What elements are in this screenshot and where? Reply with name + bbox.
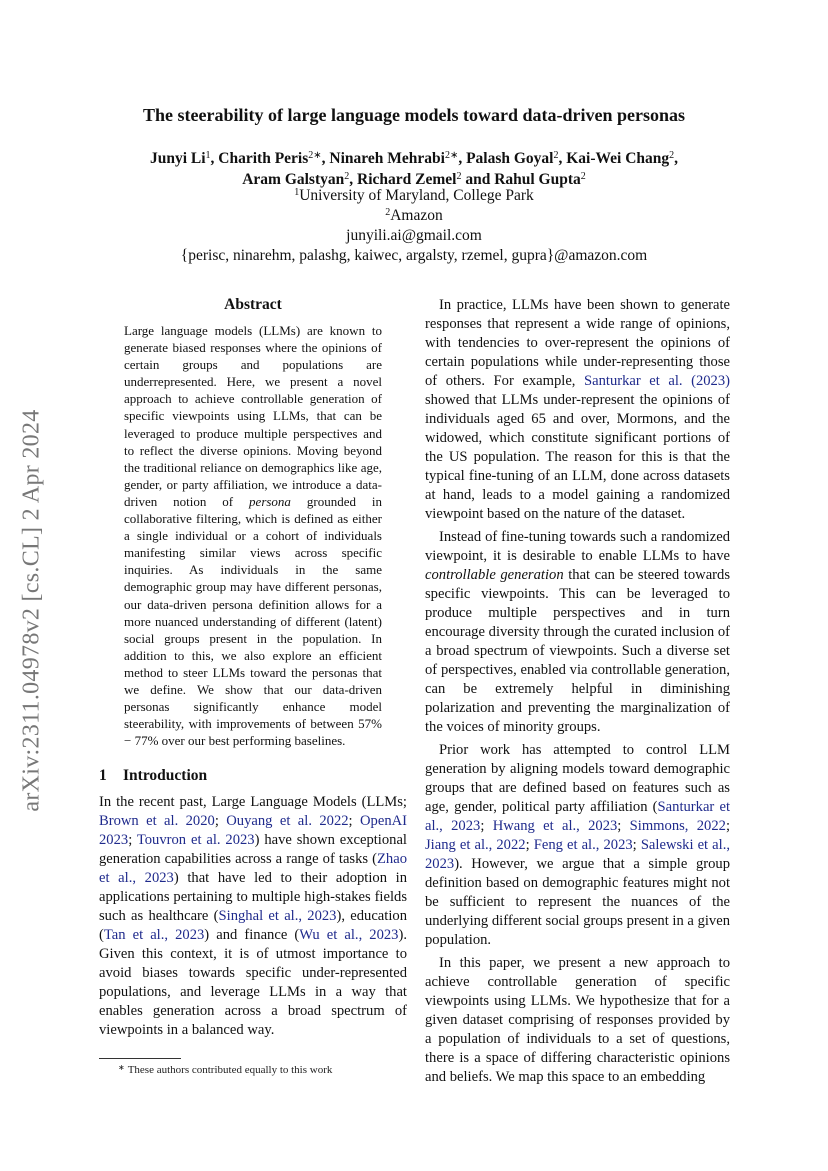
abstract-text — [124, 322, 382, 749]
author-name: , Charith Peris — [210, 150, 309, 167]
contact-email-group: {perisc, ninarehm, palashg, kaiwec, argalsty, rzemel, gupra}@amazon.com — [180, 247, 648, 264]
intro-paragraph-3 — [425, 528, 730, 737]
citation-link[interactable]: Brown et al. 2020 — [99, 813, 215, 830]
citation-link[interactable]: Ouyang et al. 2022 — [226, 813, 349, 830]
paragraph-text: showed that LLMs under-represent the opinions of individuals aged 65 and over, Mormons, and the widowed, which constitute significant portions of the US population. The reason for this is that the typical fine-tuning of an LLM, done across datasets at hand, leads to a model gaining a randomized viewpoint based on the nature of the dataset. — [425, 392, 730, 522]
author-name: and Rahul Gupta — [461, 171, 581, 188]
affiliation-mark: 1 — [294, 187, 300, 198]
paragraph-text: Instead of fine-tuning towards such a randomized viewpoint, it is desirable to enable LLMs to have — [425, 529, 730, 564]
author-name: Junyi Li — [149, 150, 206, 167]
paragraph-text: ; — [128, 832, 137, 849]
paragraph-text: In this paper, we present a new approach to achieve controllable generation of specific viewpoints using LLMs. We hypothesize that for a given dataset comprising of responses provided by a population of individuals to a set of questions, there is a space of differing characteristic opinions and beliefs. We map this space to an embedding — [425, 955, 730, 1085]
author-name: Aram Galstyan — [242, 171, 345, 188]
affiliation-2 — [100, 206, 728, 226]
abstract-text-part: grounded in collaborative filtering, which is defined as either a single individual or a cohort of individuals manifesting similar views across specific inquiries. As individuals in the same demographic group may have different personas, our data-driven persona definition allows for a more nuanced understanding of different (latent) social groups present in the population. In addition to this, we also explore an efficient method to steer LLMs toward the personas that we define. We show that our data-driven personas significantly enhance model steerability, with improvements of between 57% − 77% over our best performing baselines. — [124, 493, 382, 749]
citation-link[interactable]: Santurkar et al., 2023 — [425, 799, 730, 834]
author-affil-mark: 2 — [553, 150, 559, 161]
paragraph-text: ) have shown exceptional generation capabilities across a range of tasks ( — [99, 832, 407, 868]
paragraph-text: that can be steered towards specific viewpoints. This can be leveraged to produce multiple perspectives and in turn encourage diversity through the curated inclusion of a broad spectrum of viewpoints. Such a diverse set of perspectives, enabled via controllable generation, can be extremely helpful in diminishing polarization and preventing the marginalization of the voices of minority groups. — [425, 567, 731, 735]
affiliation-name: Amazon — [390, 207, 443, 224]
citation-link[interactable]: OpenAI 2023 — [99, 813, 408, 849]
paragraph-text: In practice, LLMs have been shown to generate responses that represent a wide range of opinions, with tendencies to over-represent the opinions of certain populations while under-representing those of others. For example, — [425, 297, 730, 389]
paper-title: The steerability of large language models toward data-driven personas — [143, 105, 685, 125]
citation-link[interactable]: Santurkar et al. (2023) — [584, 373, 730, 389]
author-name: , Kai-Wei Chang — [558, 150, 670, 167]
citation-link[interactable]: Salewski et al., 2023 — [425, 837, 731, 872]
paragraph-text: ). Given this context, it is of utmost importance to avoid biases towards specific under-represented populations, and leverage LLMs in a way that enables generation across a broad spectrum of viewpoints in a balanced way. — [99, 927, 407, 1039]
paragraph-text: ; — [348, 813, 360, 830]
paragraph-text: ; — [617, 818, 630, 834]
citation-link[interactable]: Touvron et al. 2023 — [136, 832, 255, 849]
right-column — [425, 296, 730, 1087]
paragraph-text: ; — [480, 818, 493, 834]
author-name: , Palash Goyal — [458, 150, 554, 167]
author-affil-mark: 2 — [580, 171, 586, 182]
section-title: Introduction — [123, 767, 208, 785]
paragraph-text: ; — [632, 837, 641, 853]
paragraph-text: Prior work has attempted to control LLM generation by aligning models toward demographic groups that are defined based on features such as age, gender, political party affiliation ( — [425, 742, 730, 815]
affiliation-mark: 2 — [385, 207, 391, 218]
footnote-divider — [99, 1058, 181, 1059]
author-line-1 — [100, 148, 728, 169]
abstract-emphasis: persona — [249, 493, 291, 509]
affiliations — [100, 186, 728, 266]
footnote — [118, 1063, 332, 1076]
citation-link[interactable]: Zhao et al., 2023 — [99, 851, 407, 887]
paragraph-text: ) and finance ( — [204, 927, 300, 944]
footnote-mark: ∗ — [118, 1063, 125, 1072]
arxiv-identifier-text: arXiv:2311.04978v2 [cs.CL] 2 Apr 2024 — [18, 408, 45, 812]
paragraph-text: ). However, we argue that a simple group definition based on demographic features might not be sufficient to represent the nuances of the underlying different social groups present in a given population. — [425, 856, 730, 948]
contact-email: junyili.ai@gmail.com — [346, 227, 482, 244]
abstract-heading: Abstract — [224, 296, 282, 313]
paragraph-text: ; — [214, 813, 227, 830]
author-name: , Richard Zemel — [349, 171, 457, 188]
section-heading-introduction — [99, 767, 407, 785]
paragraph-emphasis: controllable generation — [425, 567, 564, 583]
arxiv-identifier — [2, 370, 62, 850]
citation-link[interactable]: Tan et al., 2023 — [103, 927, 205, 944]
footnote-text: These authors contributed equally to this work — [127, 1064, 333, 1076]
citation-link[interactable]: Feng et al., 2023 — [533, 837, 633, 853]
author-separator: , — [674, 150, 679, 167]
citation-link[interactable]: Simmons, 2022 — [629, 818, 726, 834]
author-list — [100, 148, 728, 190]
intro-paragraph-5 — [425, 954, 730, 1087]
author-name: , Ninareh Mehrabi — [321, 150, 445, 167]
abstract-text-part: Large language models (LLMs) are known to generate biased responses where the opinions of certain groups and populations are underrepresented. Here, we present a novel approach to achieve controllable generation of specific viewpoints using LLMs, that can be leveraged to produce multiple perspectives and to reflect the diverse opinions. Moving beyond the traditional reliance on demographics like age, gender, or party affiliation, we introduce a data-driven notion of — [124, 323, 382, 509]
intro-paragraph-1 — [99, 793, 407, 1040]
affiliation-1 — [100, 186, 728, 206]
paragraph-text: ; — [525, 837, 534, 853]
author-affil-mark: 2∗ — [444, 150, 459, 161]
citation-link[interactable]: Singhal et al., 2023 — [218, 908, 337, 925]
intro-paragraph-2 — [425, 296, 730, 524]
paragraph-text: ) that have led to their adoption in applications pertaining to multiple high-stakes fields such as healthcare ( — [99, 870, 407, 925]
intro-paragraph-4 — [425, 741, 730, 950]
author-affil-mark: 2∗ — [308, 150, 322, 161]
left-column — [99, 296, 407, 1040]
citation-link[interactable]: Wu et al., 2023 — [299, 927, 399, 944]
citation-link[interactable]: Hwang et al., 2023 — [492, 818, 618, 834]
citation-link[interactable]: Jiang et al., 2022 — [425, 837, 526, 853]
author-affil-mark: 2 — [669, 150, 675, 161]
author-affil-mark: 2 — [344, 171, 350, 182]
author-affil-mark: 1 — [205, 150, 211, 161]
author-affil-mark: 2 — [456, 171, 462, 182]
paragraph-text: ), education ( — [99, 908, 407, 944]
section-number: 1 — [99, 767, 107, 785]
paragraph-text: ; — [725, 818, 731, 834]
paragraph-text: In the recent past, Large Language Models (LLMs; — [99, 794, 407, 811]
affiliation-name: University of Maryland, College Park — [299, 187, 534, 204]
